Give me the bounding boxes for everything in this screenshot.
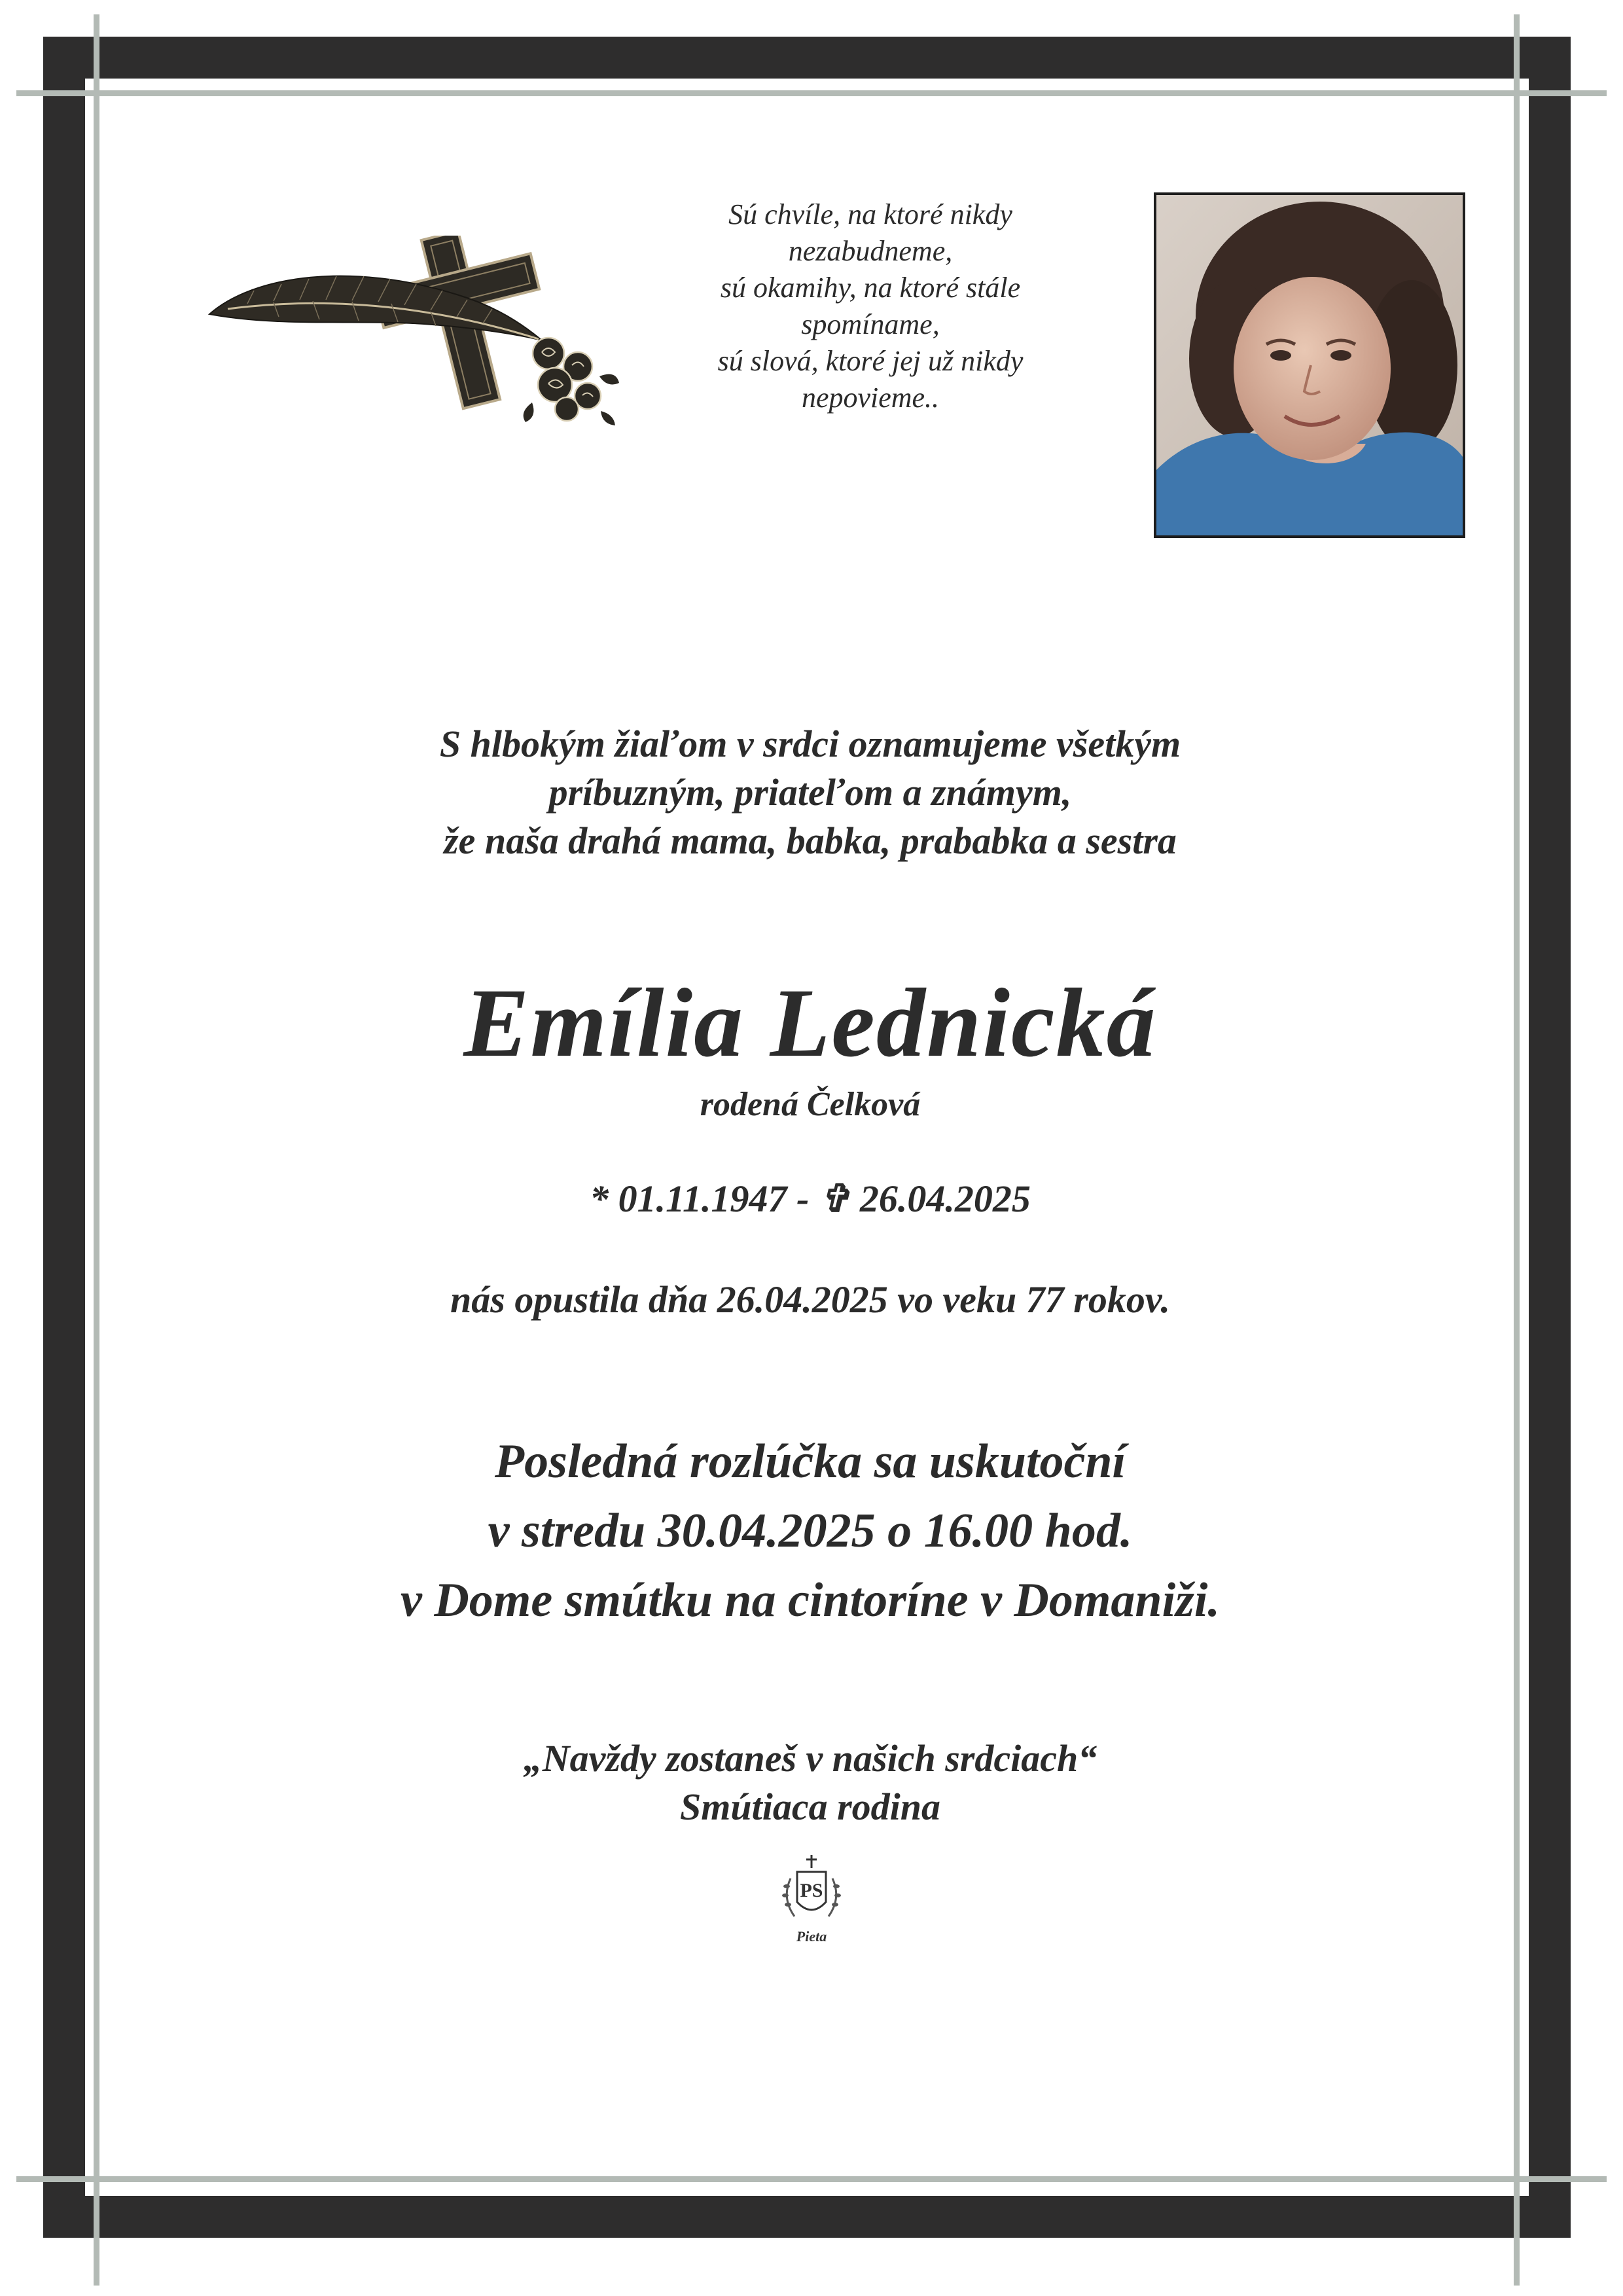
- frame-line-left: [94, 14, 99, 2286]
- poem-line: nepovieme..: [801, 382, 940, 414]
- life-dates: * 01.11.1947 - ✞ 26.04.2025: [590, 1177, 1031, 1220]
- poem-line: Sú chvíle, na ktoré nikdy: [728, 198, 1012, 230]
- announcement-line: S hlbokým žiaľom v srdci oznamujeme všetkým: [439, 723, 1181, 765]
- frame-bottom-bar: [43, 2196, 1571, 2238]
- cross-feather-icon: [208, 236, 633, 432]
- memorial-poem: [674, 196, 1067, 416]
- funeral-line: v stredu 30.04.2025 o 16.00 hod.: [488, 1504, 1133, 1558]
- frame-line-top: [16, 90, 1607, 96]
- funeral-line: Posledná rozlúčka sa uskutoční: [494, 1435, 1126, 1488]
- frame-line-bottom: [16, 2176, 1607, 2182]
- funeral-details: [92, 1427, 1529, 1635]
- closing-quote: „Navždy zostaneš v našich srdciach“: [523, 1737, 1097, 1780]
- poem-line: spomíname,: [801, 308, 940, 340]
- family-signature: Smútiaca rodina: [679, 1785, 941, 1828]
- frame-right-bar: [1529, 37, 1571, 2238]
- frame-left-bar: [43, 37, 85, 2238]
- poem-line: sú okamihy, na ktoré stále: [720, 272, 1021, 304]
- portrait-photo: [1154, 192, 1465, 538]
- funeral-line: v Dome smútku na cintoríne v Domaniži.: [401, 1573, 1220, 1627]
- announcement-text: [92, 720, 1529, 865]
- poem-line: nezabudneme,: [788, 235, 953, 267]
- announcement-line: príbuzným, priateľom a známym,: [548, 771, 1072, 814]
- closing-section: [92, 1734, 1529, 1831]
- logo-text: Pieta: [796, 1928, 827, 1945]
- deceased-name: Emília Lednická: [463, 969, 1157, 1077]
- poem-line: sú slová, ktoré jej už nikdy: [717, 345, 1024, 377]
- logo-monogram: PS: [800, 1880, 823, 1901]
- passing-statement: nás opustila dňa 26.04.2025 vo veku 77 rokov.: [450, 1278, 1170, 1321]
- maiden-name: rodená Čelková: [700, 1086, 921, 1123]
- frame-top-bar: [43, 37, 1571, 79]
- frame-line-right: [1514, 14, 1520, 2286]
- funeral-home-logo-icon: [779, 1852, 844, 1950]
- announcement-line: že naša drahá mama, babka, prababka a sestra: [444, 819, 1177, 862]
